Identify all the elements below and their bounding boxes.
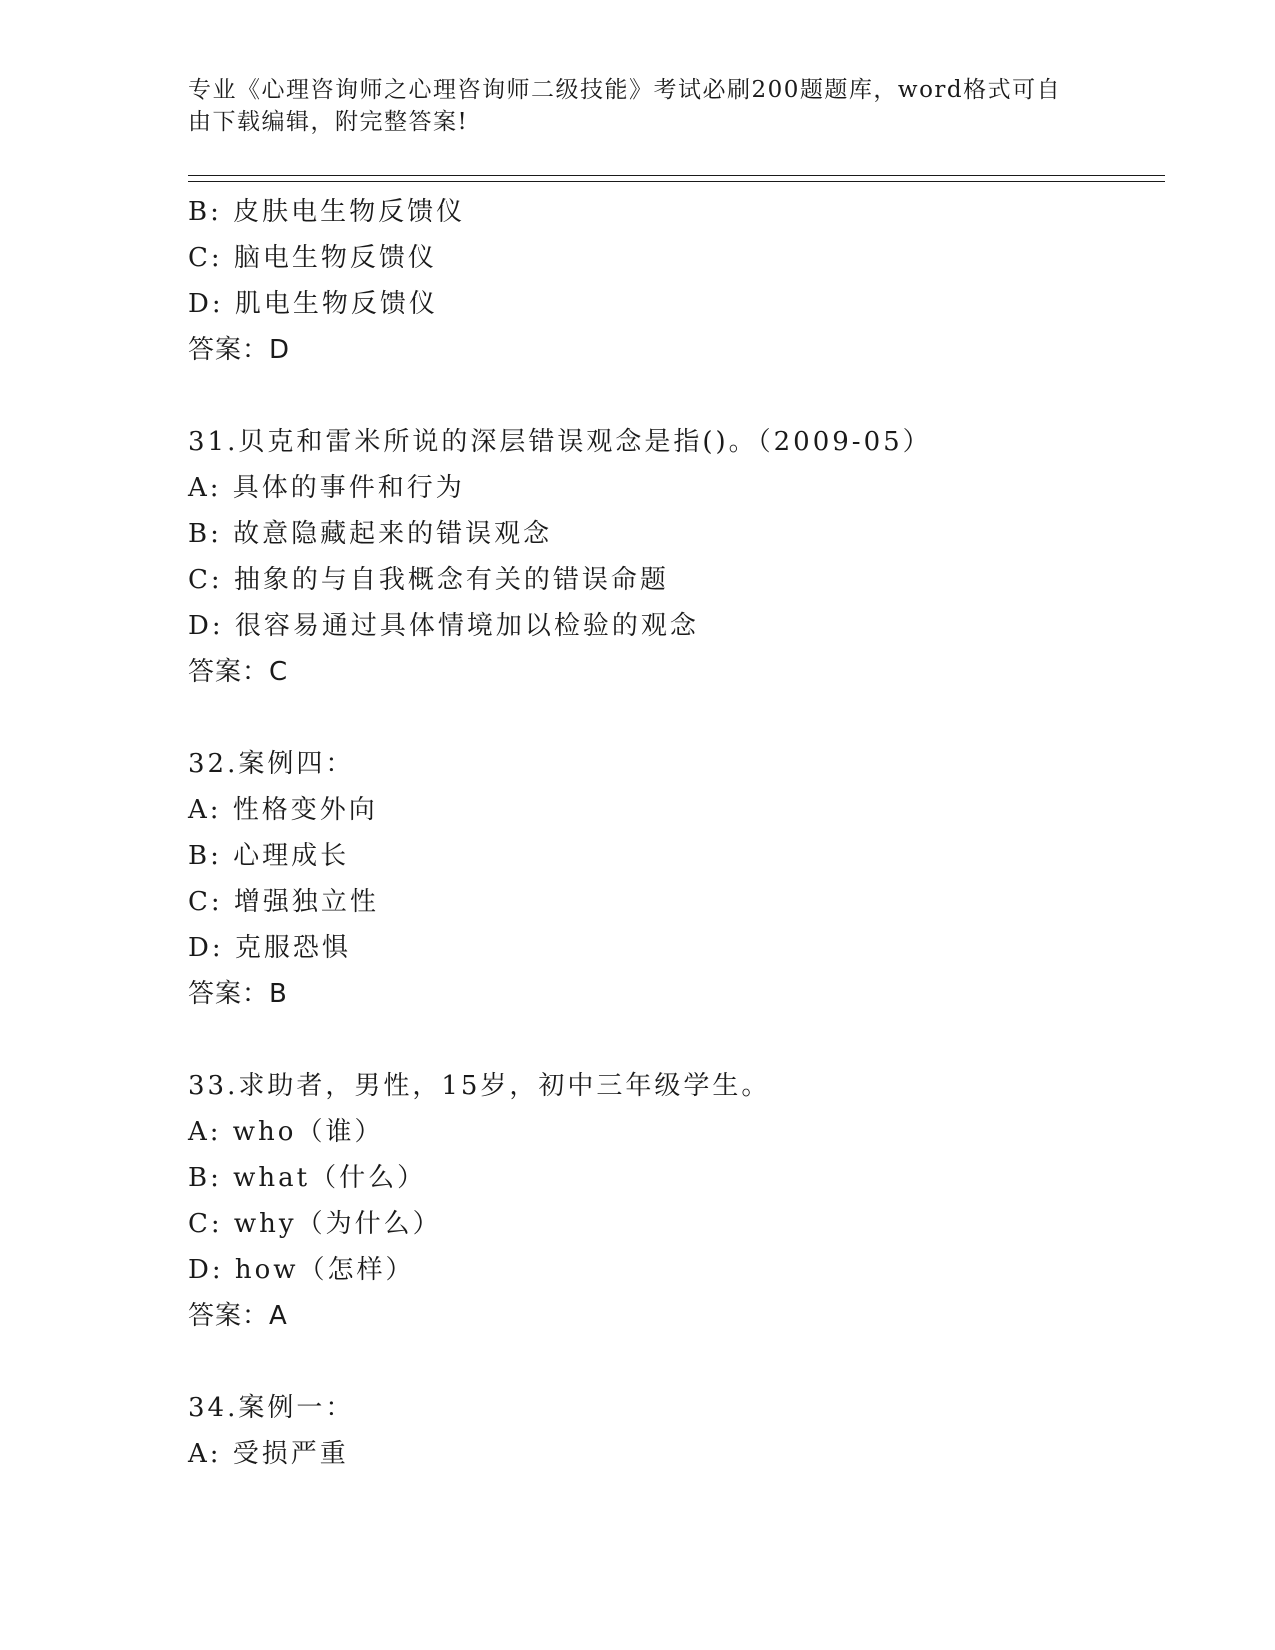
answer: 答案：B xyxy=(188,979,288,1009)
option-a: A: 受损严重 xyxy=(188,1439,349,1469)
option-a: A: 具体的事件和行为 xyxy=(188,473,465,503)
option-b: B: what（什么） xyxy=(188,1163,427,1193)
answer: 答案：A xyxy=(188,1301,288,1331)
header-line-1: 专业《心理咨询师之心理咨询师二级技能》考试必刷200题题库，word格式可自 xyxy=(188,77,1062,103)
option-c: C: 增强独立性 xyxy=(188,887,379,917)
question-list xyxy=(188,189,1148,1477)
question-text: 31.贝克和雷米所说的深层错误观念是指()。（2009-05） xyxy=(188,427,932,457)
option-b: B: 皮肤电生物反馈仪 xyxy=(188,197,466,227)
question-text: 32.案例四： xyxy=(188,749,355,779)
question-31 xyxy=(188,419,1148,695)
header-divider-top xyxy=(188,175,1165,176)
answer: 答案：D xyxy=(188,335,291,365)
spacer xyxy=(188,695,1148,741)
answer: 答案：C xyxy=(188,657,289,687)
option-b: B: 故意隐藏起来的错误观念 xyxy=(188,519,553,549)
option-d: D: 很容易通过具体情境加以检验的观念 xyxy=(188,611,699,641)
option-c: C: 脑电生物反馈仪 xyxy=(188,243,437,273)
option-b: B: 心理成长 xyxy=(188,841,350,871)
option-d: D: 肌电生物反馈仪 xyxy=(188,289,438,319)
header-line-2: 由下载编辑，附完整答案! xyxy=(188,109,469,135)
option-c: C: 抽象的与自我概念有关的错误命题 xyxy=(188,565,669,595)
option-a: A: who（谁） xyxy=(188,1117,384,1147)
option-c: C: why（为什么） xyxy=(188,1209,442,1239)
question-text: 34.案例一： xyxy=(188,1393,355,1423)
spacer xyxy=(188,373,1148,419)
spacer xyxy=(188,1017,1148,1063)
option-a: A: 性格变外向 xyxy=(188,795,378,825)
option-d: D: how（怎样） xyxy=(188,1255,415,1285)
spacer xyxy=(188,1339,1148,1385)
question-34 xyxy=(188,1385,1148,1477)
header-divider-bottom xyxy=(188,181,1165,182)
document-header xyxy=(188,74,1068,138)
question-33 xyxy=(188,1063,1148,1339)
option-d: D: 克服恐惧 xyxy=(188,933,351,963)
question-text: 33.求助者，男性，15岁，初中三年级学生。 xyxy=(188,1071,771,1101)
question-32 xyxy=(188,741,1148,1017)
question-30 xyxy=(188,189,1148,373)
